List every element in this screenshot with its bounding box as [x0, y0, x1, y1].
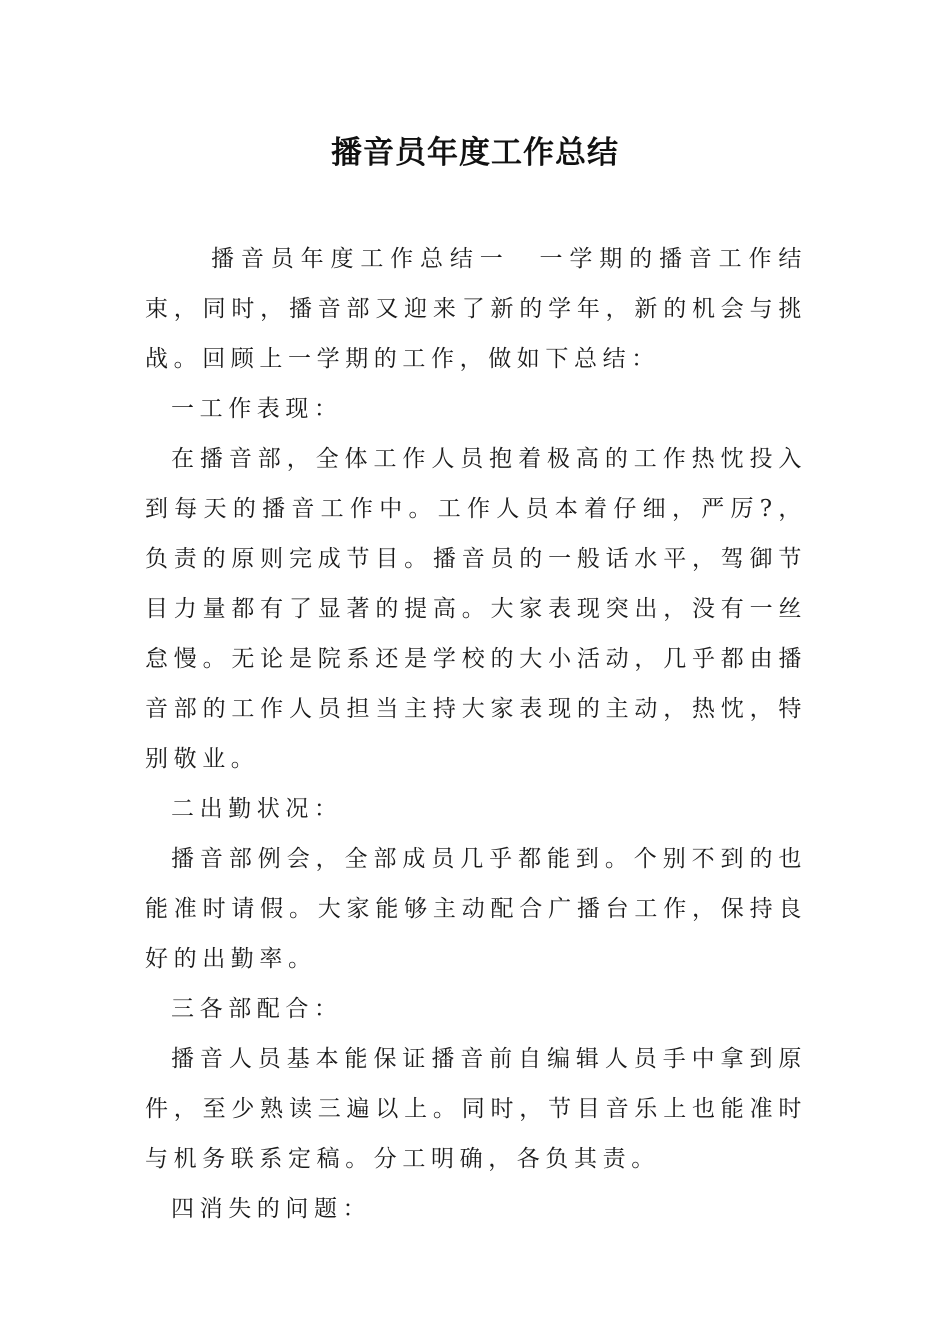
intro-paragraph: 播音员年度工作总结一 一学期的播音工作结束，同时，播音部又迎来了新的学年，新的机会与挑战。回顾上一学期的工作，做如下总结：: [145, 246, 807, 372]
document-title: 播音员年度工作总结: [331, 135, 619, 171]
document-body: [145, 234, 807, 1234]
section-heading-attendance: 二出勤状况：: [171, 796, 343, 822]
section-heading-performance: 一工作表现：: [171, 396, 343, 422]
attendance-paragraph: 播音部例会，全部成员几乎都能到。个别不到的也能准时请假。大家能够主动配合广播台工作，保持良好的出勤率。: [145, 846, 807, 972]
performance-paragraph: 在播音部，全体工作人员抱着极高的工作热忱投入到每天的播音工作中。工作人员本着仔细，严厉?，负责的原则完成节目。播音员的一般话水平，驾御节目力量都有了显著的提高。大家表现突出，没有一丝怠慢。无论是院系还是学校的大小活动，几乎都由播音部的工作人员担当主持大家表现的主动，热忱，特别敬业。: [145, 446, 807, 772]
section-heading-cooperation: 三各部配合：: [171, 996, 343, 1022]
cooperation-paragraph: 播音人员基本能保证播音前自编辑人员手中拿到原件，至少熟读三遍以上。同时，节目音乐上也能准时与机务联系定稿。分工明确，各负其责。: [145, 1046, 807, 1172]
section-heading-problems: 四消失的问题：: [171, 1196, 372, 1222]
